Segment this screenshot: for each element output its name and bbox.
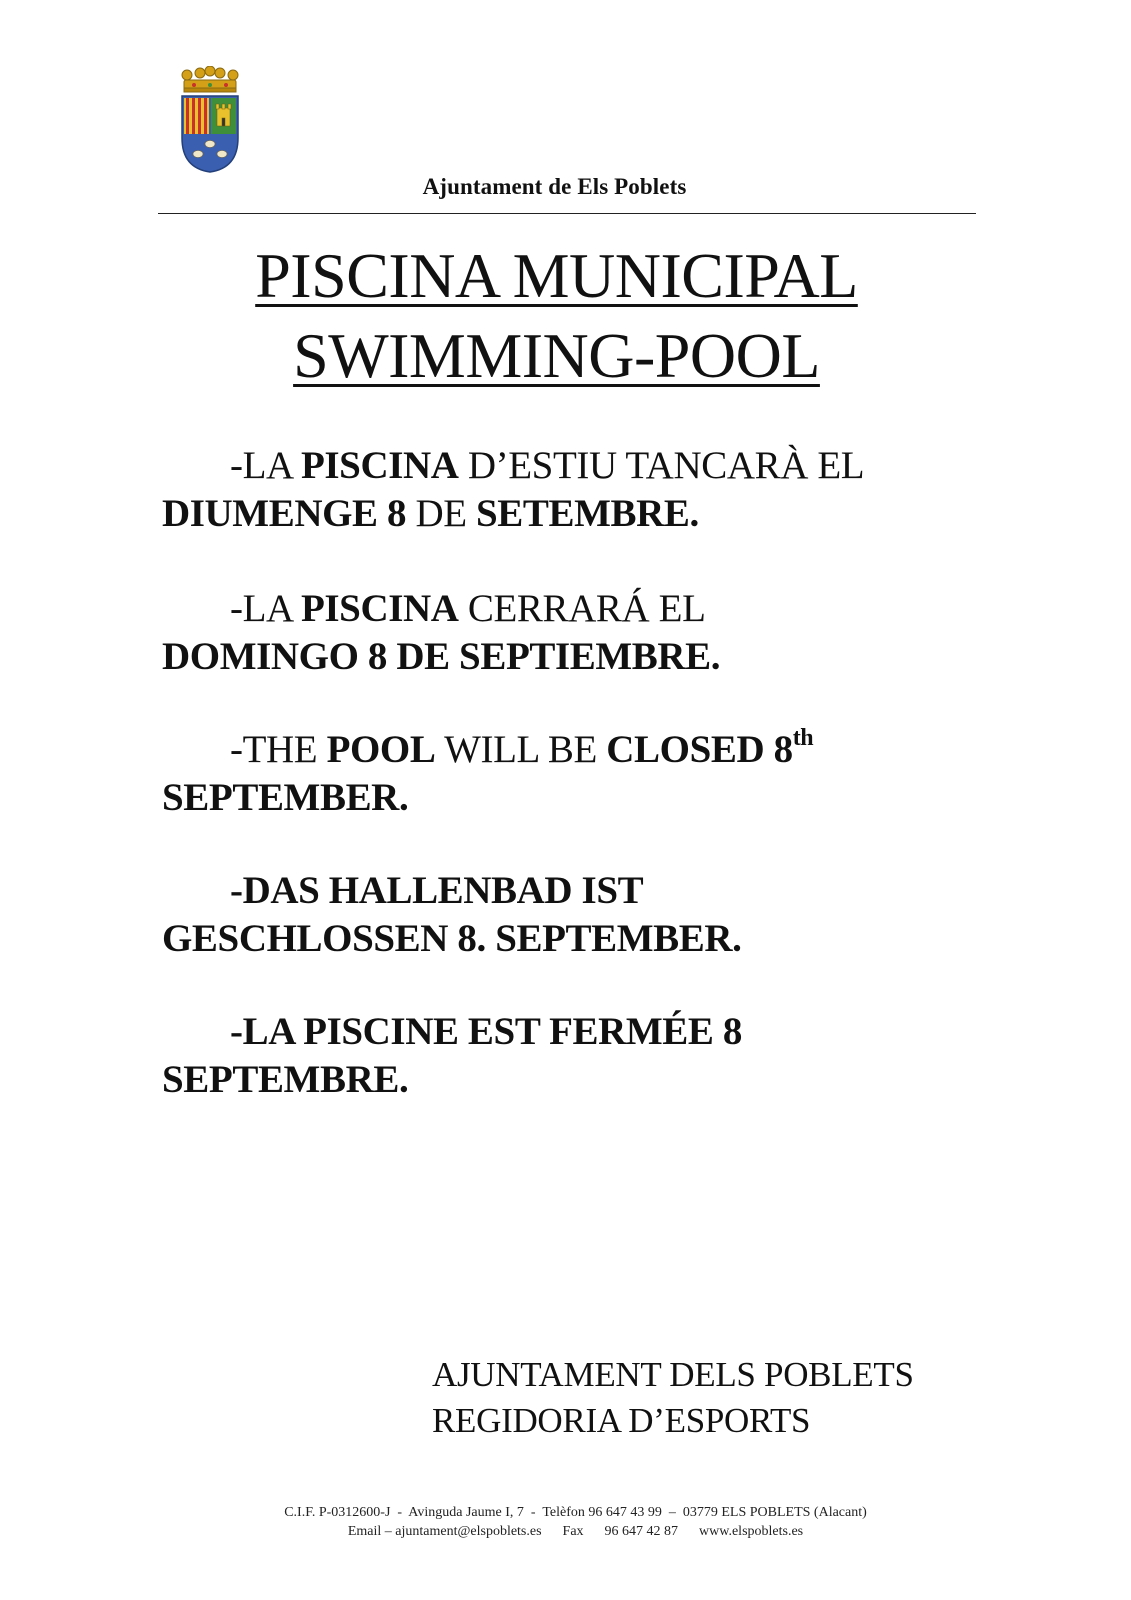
header-divider xyxy=(158,213,976,214)
title-line-1: PISCINA MUNICIPAL xyxy=(255,240,858,311)
municipal-crest-icon xyxy=(178,66,242,174)
page-title xyxy=(0,236,1131,396)
contact-footer xyxy=(0,1503,1131,1541)
footer-line-1: C.I.F. P-0312600-J - Avinguda Jaume I, 7 - Telèfon 96 647 43 99 – 03779 ELS POBLETS (Alacant) xyxy=(284,1505,867,1520)
organization-header: Ajuntament de Els Poblets xyxy=(422,174,687,199)
notice-french: -LA PISCINE EST FERMÉE 8 SEPTEMBRE. xyxy=(162,1010,742,1101)
notice-english: -THE POOL WILL BE CLOSED 8th SEPTEMBER. xyxy=(162,725,814,819)
signature-line-1: AJUNTAMENT DELS POBLETS xyxy=(432,1355,914,1394)
title-line-2: SWIMMING-POOL xyxy=(293,320,820,391)
notice-spanish: -LA PISCINA CERRARÁ EL DOMINGO 8 DE SEPTIEMBRE. xyxy=(162,587,721,678)
footer-line-2: Email – ajuntament@elspoblets.es Fax 96 647 42 87 www.elspoblets.es xyxy=(347,1524,804,1539)
signature-line-2: REGIDORIA D’ESPORTS xyxy=(432,1401,811,1440)
crest-tower xyxy=(216,104,231,126)
notice-german: -DAS HALLENBAD IST GESCHLOSSEN 8. SEPTEMBER. xyxy=(162,869,742,960)
crown xyxy=(182,66,238,92)
notice-valencian: -LA PISCINA D’ESTIU TANCARÀ EL DIUMENGE 8 DE SETEMBRE. xyxy=(162,444,865,535)
signature-block xyxy=(432,1352,914,1444)
crest-stripes xyxy=(184,98,209,134)
